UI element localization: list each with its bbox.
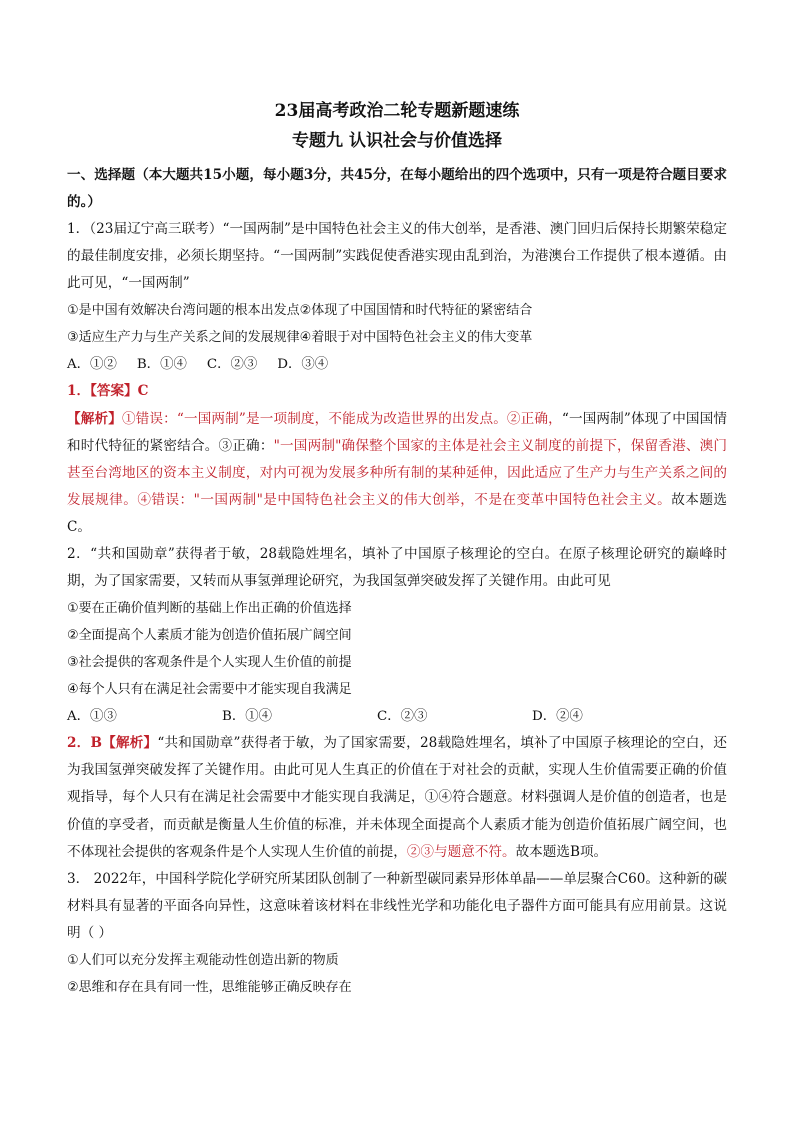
q2-option-4: ④每个人只有在满足社会需要中才能实现自我满足 <box>67 682 352 698</box>
q1-analysis-red-2: "一国两制"确保整个国家的主体是社会主义制度的前提下，保留香港、澳门甚至台湾地区的资本主义制度，对内可视为发展多种所有制的某种延伸，因此适应了生产力与生产关系之间的发展规律。④错误："一国两制"是中国特色社会主义的伟大创举，不是在变革中国特色社会主义。 <box>67 437 727 508</box>
q2-choice-d: D．②④ <box>532 709 583 725</box>
q2-stem: 2．“共和国勋章”获得者于敏，28载隐姓埋名，填补了中国原子核理论的空白。在原子核理论研究的巅峰时期，为了国家需要，又转而从事氢弹理论研究，为我国氢弹突破发挥了关键作用。由此可见 <box>67 546 727 590</box>
q2-option-2: ②全面提高个人素质才能为创造价值拓展广阔空间 <box>67 628 352 644</box>
q1-option-line-1: ①是中国有效解决台湾问题的根本出发点②体现了中国国情和时代特征的紧密结合 <box>67 303 533 319</box>
q3-option-1: ①人们可以充分发挥主观能动性创造出新的物质 <box>67 952 339 968</box>
section-heading: 一、选择题（本大题共15小题，每小题3分，共45分，在每小题给出的四个选项中，只有一项是符合题目要求的。） <box>67 167 727 211</box>
q2-choice-a: A．①③ <box>67 709 117 725</box>
q1-stem: 1．（23届辽宁高三联考）“一国两制”是中国特色社会主义的伟大创举，是香港、澳门回归后保持长期繁荣稳定的最佳制度安排，必须长期坚持。“一国两制”实践促使香港实现由乱到治，为港澳台工作提供了根本遵循。由此可见，“一国两制” <box>67 221 727 292</box>
q2-analysis-end: 故本题选B项。 <box>515 843 608 860</box>
q3-option-2: ②思维和存在具有同一性，思维能够正确反映存在 <box>67 979 352 995</box>
q1-option-line-2: ③适应生产力与生产关系之间的发展规律④着眼于对中国特色社会主义的伟大变革 <box>67 330 533 346</box>
q2-option-3: ③社会提供的客观条件是个人实现人生价值的前提 <box>67 655 352 671</box>
q1-analysis-end: 故本题选C。 <box>67 491 727 535</box>
document-subtitle: 专题九 认识社会与价值选择 <box>292 131 502 151</box>
q1-answer: 1．【答案】C <box>67 383 149 400</box>
q2-analysis-red: ②③与题意不符。 <box>406 843 516 860</box>
document-title: 23届高考政治二轮专题新题速练 <box>274 101 520 121</box>
q1-analysis-red-1: ①错误：“一国两制”是一项制度，不能成为改造世界的出发点。②正确， <box>121 410 562 427</box>
q2-option-1: ①要在正确价值判断的基础上作出正确的价值选择 <box>67 601 352 617</box>
q2-answer: 2．B【解析】 <box>67 735 158 752</box>
q1-choice-c: C．②③ <box>206 357 258 373</box>
document-content <box>67 96 727 1001</box>
q2-analysis-text: “共和国勋章”获得者于敏，为了国家需要，28载隐姓埋名，填补了中国原子核理论的空白，还为我国氢弹突破发挥了关键作用。由此可见人生真正的价值在于对社会的贡献，实现人生价值需要正确的价值观指导，每个人只有在满足社会需要中才能实现自我满足，①④符合题意。材料强调人是价值的创造者，也是价值的享受者，而贡献是衡量人生价值的标准，并未体现全面提高个人素质才能为创造价值拓展广阔空间，也不体现社会提供的客观条件是个人实现人生价值的前提， <box>67 735 727 860</box>
q3-stem: 3． 2022年，中国科学院化学研究所某团队创制了一种新型碳同素异形体单晶——单层聚合C60。这种新的碳材料具有显著的平面各向异性，这意味着该材料在非线性光学和功能化电子器件方面可能具有应用前景。这说明（ ） <box>67 870 727 941</box>
q1-analysis <box>67 406 727 541</box>
q2-analysis <box>67 730 727 865</box>
q1-choices <box>67 351 727 378</box>
q1-choice-d: D．③④ <box>277 357 329 373</box>
q1-choice-b: B．①④ <box>136 357 187 373</box>
q2-choice-c: C．②③ <box>377 709 428 725</box>
q1-analysis-black-1: “一国两制”体现了中国国情和时代特征的紧密结合。③正确： <box>67 410 727 454</box>
q2-choices <box>67 703 727 730</box>
q2-choice-b: B．①④ <box>222 709 273 725</box>
q1-choice-a: A．①② <box>67 357 117 373</box>
q1-analysis-label: 【解析】 <box>67 410 122 427</box>
